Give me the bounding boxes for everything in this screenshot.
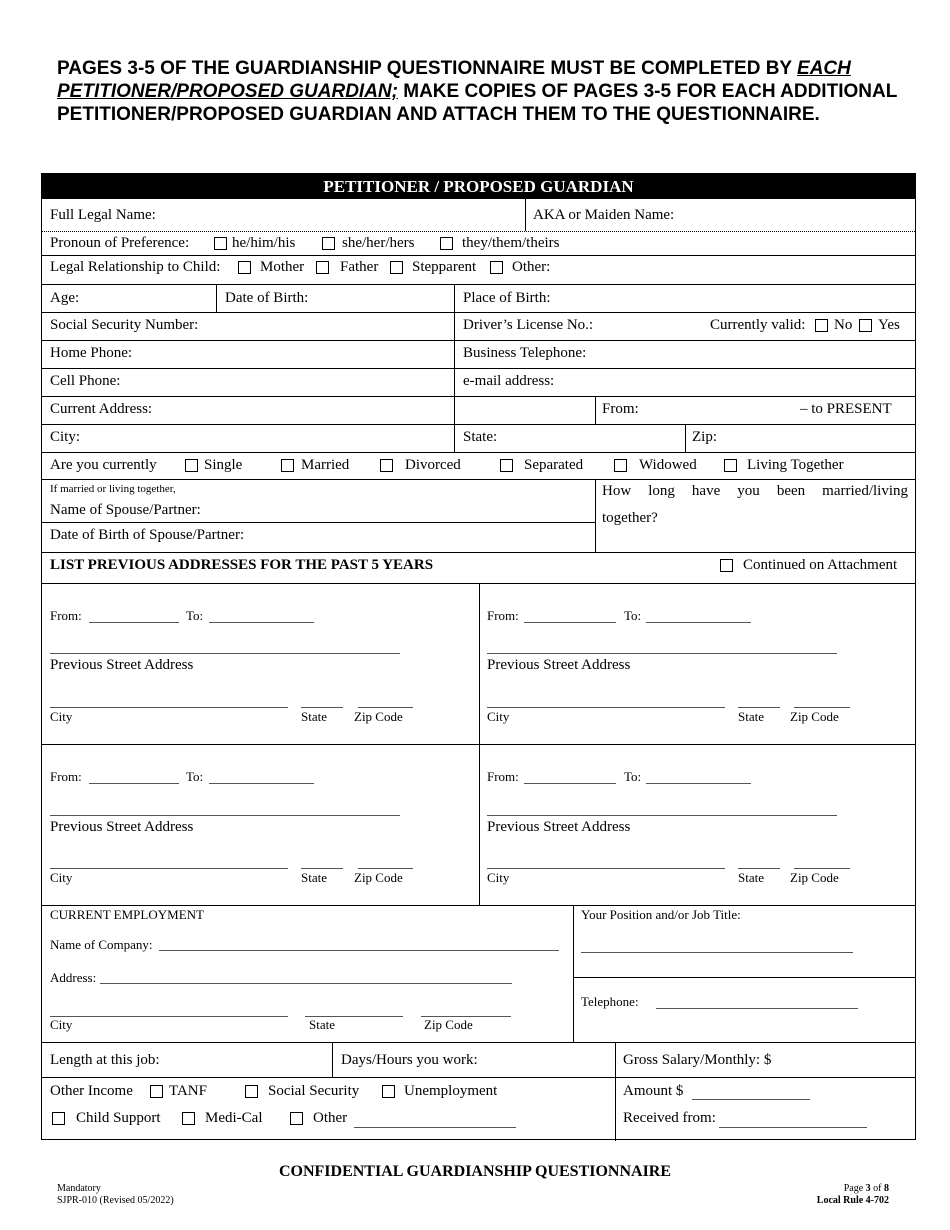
employer-state-label: State — [309, 1017, 335, 1032]
continued-attachment-checkbox[interactable] — [720, 559, 733, 572]
married-label: Married — [301, 457, 350, 473]
company-name-label: Name of Company: — [50, 937, 153, 952]
current-employment-title: CURRENT EMPLOYMENT — [50, 907, 204, 922]
single-checkbox[interactable] — [185, 459, 198, 472]
pronoun-she-label: she/her/hers — [342, 235, 415, 251]
drivers-license-label: Driver’s License No.: — [463, 317, 594, 333]
other-income-option-label: Other — [313, 1110, 348, 1126]
aka-label: AKA or Maiden Name: — [533, 207, 675, 223]
medi-cal-label: Medi-Cal — [205, 1110, 263, 1126]
tanf-label: TANF — [169, 1083, 207, 1099]
employer-address-label: Address: — [50, 970, 97, 985]
current-address-label: Current Address: — [50, 401, 153, 417]
separated-checkbox[interactable] — [500, 459, 513, 472]
medi-cal-checkbox[interactable] — [182, 1112, 195, 1125]
currently-valid-label: Currently valid: — [710, 317, 806, 333]
rel-stepparent-label: Stepparent — [412, 259, 477, 275]
single-label: Single — [204, 457, 243, 473]
employer-telephone-label: Telephone: — [581, 994, 639, 1009]
other-income-label: Other Income — [50, 1083, 133, 1099]
unemployment-label: Unemployment — [404, 1083, 498, 1099]
footer-page-number: Page 3 of 8 — [843, 1183, 889, 1194]
how-long-label: How long have you been married/living — [602, 483, 908, 499]
from-label: From: — [602, 401, 639, 417]
pronoun-they-label: they/them/theirs — [462, 235, 560, 251]
age-label: Age: — [50, 290, 80, 306]
pronoun-they-checkbox[interactable] — [440, 237, 453, 250]
section-title: PETITIONER / PROPOSED GUARDIAN — [42, 174, 915, 199]
widowed-checkbox[interactable] — [614, 459, 627, 472]
footer-title: CONFIDENTIAL GUARDIANSHIP QUESTIONNAIRE — [278, 1163, 672, 1180]
pronoun-she-checkbox[interactable] — [322, 237, 335, 250]
child-support-label: Child Support — [76, 1110, 161, 1126]
dl-valid-yes-checkbox[interactable] — [859, 319, 872, 332]
pronoun-he-label: he/him/his — [232, 235, 296, 251]
employer-city-label: City — [50, 1017, 73, 1032]
rel-other-checkbox[interactable] — [490, 261, 503, 274]
length-at-job-label: Length at this job: — [50, 1052, 160, 1068]
days-hours-label: Days/Hours you work: — [341, 1052, 478, 1068]
divorced-label: Divorced — [405, 457, 461, 473]
divorced-checkbox[interactable] — [380, 459, 393, 472]
gross-salary-label: Gross Salary/Monthly: $ — [623, 1052, 772, 1068]
received-from-label: Received from: — [623, 1110, 716, 1126]
petitioner-form: PETITIONER / PROPOSED GUARDIAN Full Legal Name: AKA or Maiden Name: Pronoun of Preference: he/him/his she/her/hers they/them/theirs Legal Relationship to Child: Mother Father Stepparent Other: Age: Date of Birth: Place of Birth: Social Security Number: Driver’s License No.: Currently valid: No Yes Home Phone: Business Telephone: Cell Phone: e-mail address: Current Address: From: – to PRESENT City: State: Zip: Are you currently Single Married Divorced Separated Widowed Living Together If married or living together, Name of Spouse/Partner: Date of Birth of Spouse/Partner: How long have you been married/living together? LIST PREVIOUS ADDRESSES FOR THE PAST 5 YEARS Continued on Attachment From: To: Previous Street Address City State Zip Code From: To: Previous Street Address City State Zip Code From: To: Previous Street Address City State Zip Code From: To: Previous Street Address City State Zip Code CURRENT EMPLOYMENT Name of Company: Address: City State Zip Code Your Position and/or Job Title: Telephone: Length at this job: Days/Hours you work: Gross Salary/Monthly: $ Other Income TANF Social Security Unemployment Child Support Medi-Cal Other Amount $ Received from: — [41, 173, 916, 1140]
widowed-label: Widowed — [639, 457, 697, 473]
pob-label: Place of Birth: — [463, 290, 551, 306]
spouse-name-label: Name of Spouse/Partner: — [50, 502, 201, 518]
rel-mother-label: Mother — [260, 259, 305, 275]
job-title-label: Your Position and/or Job Title: — [581, 907, 741, 922]
continued-attachment-label: Continued on Attachment — [743, 557, 898, 573]
instructions-heading: PAGES 3-5 OF THE GUARDIANSHIP QUESTIONNAIRE MUST BE COMPLETED BY EACH PETITIONER/PROPOSED GUARDIAN; MAKE COPIES OF PAGES 3-5 FOR EACH ADDITIONAL PETITIONER/PROPOSED GUARDIAN AND ATTACH THEM TO THE QUESTIONNAIRE. — [57, 58, 897, 125]
spouse-dob-label: Date of Birth of Spouse/Partner: — [50, 527, 245, 543]
previous-addresses-title: LIST PREVIOUS ADDRESSES FOR THE PAST 5 YEARS — [50, 557, 434, 573]
state-label: State: — [463, 429, 498, 445]
rel-father-label: Father — [340, 259, 379, 275]
how-long-label-2: together? — [602, 510, 658, 526]
living-together-checkbox[interactable] — [724, 459, 737, 472]
pronoun-label: Pronoun of Preference: — [50, 235, 190, 251]
dl-valid-no-checkbox[interactable] — [815, 319, 828, 332]
dob-label: Date of Birth: — [225, 290, 309, 306]
social-security-checkbox[interactable] — [245, 1085, 258, 1098]
child-support-checkbox[interactable] — [52, 1112, 65, 1125]
footer-mandatory: Mandatory — [57, 1183, 101, 1194]
ssn-label: Social Security Number: — [50, 317, 199, 333]
footer-form-number: SJPR-010 (Revised 05/2022) — [57, 1195, 174, 1206]
separated-label: Separated — [524, 457, 584, 473]
if-married-note: If married or living together, — [50, 483, 176, 495]
dl-valid-no-label: No — [834, 317, 853, 333]
dl-valid-yes-label: Yes — [878, 317, 900, 333]
marital-status-label: Are you currently — [50, 457, 157, 473]
employer-zip-label: Zip Code — [424, 1017, 473, 1032]
email-label: e-mail address: — [463, 373, 555, 389]
home-phone-label: Home Phone: — [50, 345, 133, 361]
cell-phone-label: Cell Phone: — [50, 373, 121, 389]
pronoun-he-checkbox[interactable] — [214, 237, 227, 250]
rel-other-label: Other: — [512, 259, 551, 275]
other-income-checkbox[interactable] — [290, 1112, 303, 1125]
zip-label: Zip: — [692, 429, 717, 445]
city-label: City: — [50, 429, 81, 445]
tanf-checkbox[interactable] — [150, 1085, 163, 1098]
full-legal-name-label: Full Legal Name: — [50, 207, 156, 223]
amount-label: Amount $ — [623, 1083, 684, 1099]
rel-stepparent-checkbox[interactable] — [390, 261, 403, 274]
rel-mother-checkbox[interactable] — [238, 261, 251, 274]
rel-father-checkbox[interactable] — [316, 261, 329, 274]
unemployment-checkbox[interactable] — [382, 1085, 395, 1098]
social-security-label: Social Security — [268, 1083, 360, 1099]
married-checkbox[interactable] — [281, 459, 294, 472]
footer-local-rule: Local Rule 4-702 — [816, 1195, 889, 1206]
to-present-label: – to PRESENT — [800, 401, 892, 417]
legal-relationship-label: Legal Relationship to Child: — [50, 259, 221, 275]
living-together-label: Living Together — [747, 457, 844, 473]
business-phone-label: Business Telephone: — [463, 345, 587, 361]
